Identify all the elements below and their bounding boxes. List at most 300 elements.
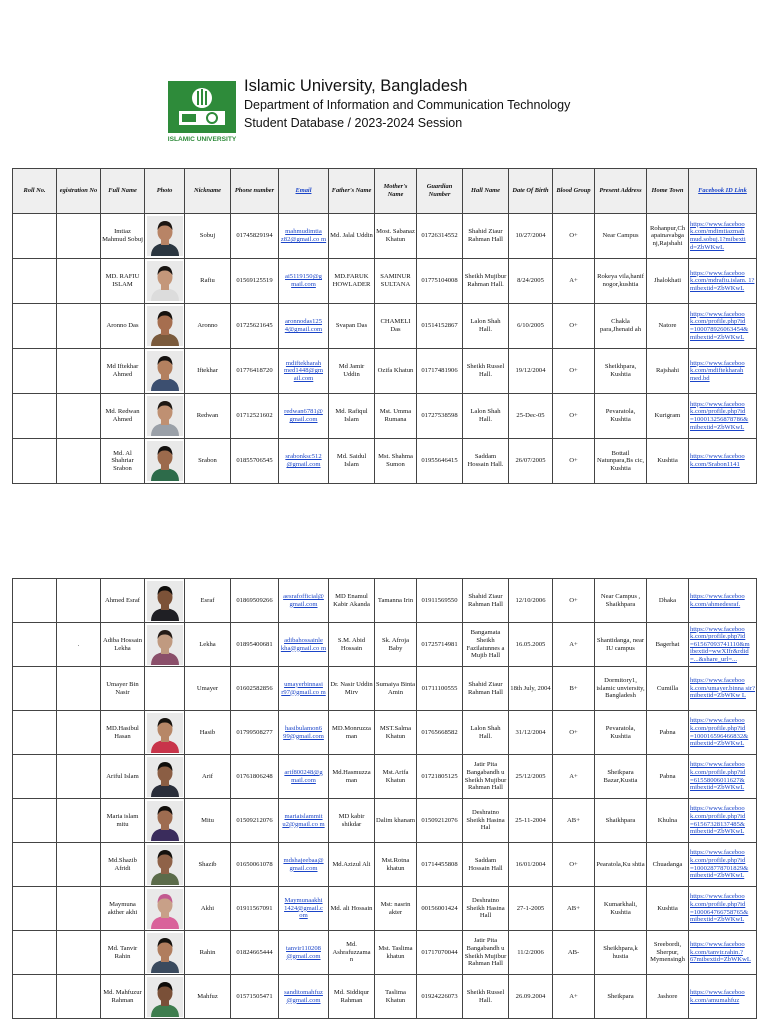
full-name-cell: Md. Redwan Ahmed xyxy=(101,394,145,439)
blood-group-cell: B+ xyxy=(553,667,595,711)
full-name-cell: Md. Al Shahriar Srabon xyxy=(101,439,145,484)
table-row xyxy=(13,931,757,975)
date-of-birth-cell: 27-1-2005 xyxy=(509,887,553,931)
photo-cell xyxy=(145,579,185,623)
facebook-link[interactable]: https://www.faceboo k.com/profile.php?id =61567328137485& mibextid=ZbWKwL xyxy=(689,799,757,843)
column-header: Mother's Name xyxy=(375,169,417,214)
registration-cell xyxy=(57,667,101,711)
email-link[interactable]: mdiftekharah med1448@gm ail.com xyxy=(279,349,329,394)
guardian-number-cell: 01924226073 xyxy=(417,975,463,1019)
full-name-cell: Md Iftekhar Ahmed xyxy=(101,349,145,394)
registration-cell xyxy=(57,349,101,394)
roll-cell xyxy=(13,304,57,349)
mother-name-cell: Mst: nasrin akter xyxy=(375,887,417,931)
home-town-cell: Rajshahi xyxy=(647,349,689,394)
photo-cell xyxy=(145,799,185,843)
home-town-cell: Natore xyxy=(647,304,689,349)
column-header: Phone number xyxy=(231,169,279,214)
blood-group-cell: O+ xyxy=(553,394,595,439)
photo-cell xyxy=(145,755,185,799)
roll-cell xyxy=(13,349,57,394)
student-photo xyxy=(147,889,183,929)
student-table-1 xyxy=(12,168,757,484)
guardian-number-cell: 01717070044 xyxy=(417,931,463,975)
blood-group-cell: O+ xyxy=(553,843,595,887)
present-address-cell: Chakla para,Jhenaid ah xyxy=(595,304,647,349)
column-header: Present Address xyxy=(595,169,647,214)
registration-cell xyxy=(57,304,101,349)
phone-cell: 01761806248 xyxy=(231,755,279,799)
home-town-cell: Bagerhat xyxy=(647,623,689,667)
roll-cell xyxy=(13,214,57,259)
student-photo xyxy=(147,396,183,436)
present-address-cell: Pevaratola, Kushtia xyxy=(595,394,647,439)
father-name-cell: Md. Jalal Uddin xyxy=(329,214,375,259)
full-name-cell: MD.Hasibul Hasan xyxy=(101,711,145,755)
home-town-cell: Cumilla xyxy=(647,667,689,711)
present-address-cell: Sheikhpara, Kushtia xyxy=(595,349,647,394)
facebook-link[interactable]: https://www.faceboo k.com/tanvir.rahin.? 67mibextid=ZbWKwL xyxy=(689,931,757,975)
registration-cell xyxy=(57,887,101,931)
roll-cell xyxy=(13,843,57,887)
father-name-cell: Md. ali Hossain xyxy=(329,887,375,931)
present-address-cell: Sheikpara xyxy=(595,975,647,1019)
department-name: Department of Information and Communication Technology xyxy=(244,98,571,112)
roll-cell xyxy=(13,579,57,623)
registration-cell xyxy=(57,931,101,975)
registration-cell xyxy=(57,214,101,259)
photo-cell xyxy=(145,843,185,887)
column-header: Blood Group xyxy=(553,169,595,214)
full-name-cell: Maymuna akther akhi xyxy=(101,887,145,931)
column-header: Home Town xyxy=(647,169,689,214)
nickname-cell: Aronno xyxy=(185,304,231,349)
hall-name-cell: Saddam Hossain Hall. xyxy=(463,439,509,484)
phone-cell: 01650061078 xyxy=(231,843,279,887)
home-town-cell: Kurigram xyxy=(647,394,689,439)
home-town-cell: Sreebordi, Sherpur, Mymensingh xyxy=(647,931,689,975)
hall-name-cell: Lalon Shah Hall. xyxy=(463,394,509,439)
roll-cell xyxy=(13,975,57,1019)
full-name-cell: Umayer Bin Nasir xyxy=(101,667,145,711)
table-row xyxy=(13,439,757,484)
email-link[interactable]: aesrafofficial@ gmail.com xyxy=(279,579,329,623)
photo-cell xyxy=(145,931,185,975)
present-address-cell: Pearatola,Ku shtia xyxy=(595,843,647,887)
phone-cell: 01911567091 xyxy=(231,887,279,931)
photo-cell xyxy=(145,711,185,755)
email-link[interactable]: Maymunaakhi 1424@gmail.c om xyxy=(279,887,329,931)
photo-cell xyxy=(145,394,185,439)
student-photo xyxy=(147,441,183,481)
full-name-cell: Md.Shazib Afridi xyxy=(101,843,145,887)
nickname-cell: Lekha xyxy=(185,623,231,667)
table-row xyxy=(13,579,757,623)
present-address-cell: Bottail Natunpara,Bs cic, Kushtia xyxy=(595,439,647,484)
table-row xyxy=(13,799,757,843)
university-logo-icon xyxy=(168,81,236,143)
blood-group-cell: O+ xyxy=(553,439,595,484)
student-photo xyxy=(147,351,183,391)
phone-cell: 01725621645 xyxy=(231,304,279,349)
mother-name-cell: Mst.Arifa Khatun xyxy=(375,755,417,799)
mother-name-cell: Mst. Umma Rumana xyxy=(375,394,417,439)
full-name-cell: Aronno Das xyxy=(101,304,145,349)
mother-name-cell: Ozifa Khatun xyxy=(375,349,417,394)
guardian-number-cell: 01717481906 xyxy=(417,349,463,394)
full-name-cell: Md. Mahfuzur Rahman xyxy=(101,975,145,1019)
blood-group-cell: AB+ xyxy=(553,887,595,931)
guardian-number-cell: 01721805125 xyxy=(417,755,463,799)
date-of-birth-cell: 12/10/2006 xyxy=(509,579,553,623)
table-row xyxy=(13,975,757,1019)
father-name-cell: Md.Azizul Ali xyxy=(329,843,375,887)
table-row xyxy=(13,349,757,394)
facebook-link[interactable]: https://www.faceboo k.com/mdiftekharah med.bd xyxy=(689,349,757,394)
present-address-cell: Near Campus , Shaikhpara xyxy=(595,579,647,623)
nickname-cell: Arif xyxy=(185,755,231,799)
table-row xyxy=(13,394,757,439)
blood-group-cell: O+ xyxy=(553,304,595,349)
hall-name-cell: Shahid Ziaur Rahman Hall xyxy=(463,214,509,259)
mother-name-cell: Mst.Rotna khatun xyxy=(375,843,417,887)
email-link[interactable]: umayerbinnasi r97@gmail.co m xyxy=(279,667,329,711)
mother-name-cell: Dalim khanam xyxy=(375,799,417,843)
hall-name-cell: Sheikh Russel Hall. xyxy=(463,349,509,394)
registration-cell: . xyxy=(57,623,101,667)
nickname-cell: Esraf xyxy=(185,579,231,623)
home-town-cell: Kushtia xyxy=(647,887,689,931)
date-of-birth-cell: 16.05.2005 xyxy=(509,623,553,667)
father-name-cell: Md. Ashrafuzzama n xyxy=(329,931,375,975)
mother-name-cell: SAMINUR SULTANA xyxy=(375,259,417,304)
hall-name-cell: Jatir Pita Bangabandh u Sheikh Mujibur Rahman Hall xyxy=(463,755,509,799)
table-row xyxy=(13,667,757,711)
table-row xyxy=(13,843,757,887)
student-photo xyxy=(147,801,183,841)
present-address-cell: Sheikpara Bazar,Kustia xyxy=(595,755,647,799)
hall-name-cell: Deshratno Sheikh Hasina Hall xyxy=(463,887,509,931)
phone-cell: 01776418720 xyxy=(231,349,279,394)
phone-cell: 01712521602 xyxy=(231,394,279,439)
guardian-number-cell: 01765668582 xyxy=(417,711,463,755)
hall-name-cell: Lalon Shah Hall. xyxy=(463,304,509,349)
mother-name-cell: Taslima Khatun xyxy=(375,975,417,1019)
home-town-cell: Pabna xyxy=(647,711,689,755)
table-row xyxy=(13,304,757,349)
present-address-cell: Near Campus xyxy=(595,214,647,259)
full-name-cell: Ariful Islam xyxy=(101,755,145,799)
phone-cell: 01745829194 xyxy=(231,214,279,259)
phone-cell: 01799508277 xyxy=(231,711,279,755)
father-name-cell: MD Enamul Kabir Akanda xyxy=(329,579,375,623)
table-row xyxy=(13,711,757,755)
email-link[interactable]: mahmudimtia z82@gmail.co m xyxy=(279,214,329,259)
blood-group-cell: O+ xyxy=(553,214,595,259)
student-photo xyxy=(147,845,183,885)
column-header: Facebook ID Link xyxy=(689,169,757,214)
hall-name-cell: Shahid Ziaur Rahman Hall xyxy=(463,667,509,711)
date-of-birth-cell: 25-11-2004 xyxy=(509,799,553,843)
hall-name-cell: Sheikh Mujibur Rahman Hall. xyxy=(463,259,509,304)
email-link[interactable]: tanvir110208 @gmail.com xyxy=(279,931,329,975)
mother-name-cell: CHAMELI Das xyxy=(375,304,417,349)
email-link[interactable]: mariaislammit u2@gmail.co m xyxy=(279,799,329,843)
facebook-link[interactable]: https://www.faceboo k.com/profile.php?id =100013256878786& mibextid=ZbWKwL xyxy=(689,394,757,439)
facebook-link[interactable]: https://www.faceboo k.com/profile.php?id =100016596466832& mibextid=ZbWKwL xyxy=(689,711,757,755)
full-name-cell: Maria islam mitu xyxy=(101,799,145,843)
date-of-birth-cell: 18th July, 2004 xyxy=(509,667,553,711)
father-name-cell: MD.FARUK HOWLADER xyxy=(329,259,375,304)
photo-cell xyxy=(145,349,185,394)
present-address-cell: Rokeya vila,hanif nogor,kushtia xyxy=(595,259,647,304)
guardian-number-cell: 01725714981 xyxy=(417,623,463,667)
email-link[interactable]: redwan6781@ gmail.com xyxy=(279,394,329,439)
column-header: Hall Name xyxy=(463,169,509,214)
roll-cell xyxy=(13,799,57,843)
guardian-number-cell: 01727538598 xyxy=(417,394,463,439)
father-name-cell: Md. Rafiqul Islam xyxy=(329,394,375,439)
facebook-link[interactable]: https://www.faceboo k.com/umayer.binna sir?mibextid=ZbWKw L xyxy=(689,667,757,711)
guardian-number-cell: 01714455808 xyxy=(417,843,463,887)
column-header: Photo xyxy=(145,169,185,214)
father-name-cell: Md Jamir Uddin xyxy=(329,349,375,394)
home-town-cell: Jhalokhati xyxy=(647,259,689,304)
facebook-link[interactable]: https://www.faceboo k.com/profile.php?id =61558006011627& mibextid=ZbWKwL xyxy=(689,755,757,799)
table-row xyxy=(13,623,757,667)
phone-cell: 01895400681 xyxy=(231,623,279,667)
facebook-link[interactable]: https://www.faceboo k.com/amumahfuz xyxy=(689,975,757,1019)
full-name-cell: MD. RAFIU ISLAM xyxy=(101,259,145,304)
father-name-cell: Md. Saidul Islam xyxy=(329,439,375,484)
photo-cell xyxy=(145,439,185,484)
column-header: Father's Name xyxy=(329,169,375,214)
blood-group-cell: A+ xyxy=(553,975,595,1019)
registration-cell xyxy=(57,843,101,887)
phone-cell: 01571505471 xyxy=(231,975,279,1019)
date-of-birth-cell: 10/27/2004 xyxy=(509,214,553,259)
roll-cell xyxy=(13,711,57,755)
full-name-cell: Ahmed Esraf xyxy=(101,579,145,623)
student-photo xyxy=(147,977,183,1017)
student-photo xyxy=(147,581,183,621)
guardian-number-cell: 01514152867 xyxy=(417,304,463,349)
home-town-cell: Pabna xyxy=(647,755,689,799)
guardian-number-cell: 01911569550 xyxy=(417,579,463,623)
table-row xyxy=(13,755,757,799)
present-address-cell: Sheikhpara,k hustia xyxy=(595,931,647,975)
date-of-birth-cell: 26/07/2005 xyxy=(509,439,553,484)
guardian-number-cell: 01955646415 xyxy=(417,439,463,484)
father-name-cell: MD kabir shikdar xyxy=(329,799,375,843)
blood-group-cell: O+ xyxy=(553,349,595,394)
hall-name-cell: Shahid Ziaur Rahman Hall xyxy=(463,579,509,623)
guardian-number-cell: 00156001424 xyxy=(417,887,463,931)
nickname-cell: Shazib xyxy=(185,843,231,887)
full-name-cell: Md. Tanvir Rahin xyxy=(101,931,145,975)
email-link[interactable]: adibahossainle kha@gmail.co m xyxy=(279,623,329,667)
registration-cell xyxy=(57,579,101,623)
column-header: Roll No. xyxy=(13,169,57,214)
registration-cell xyxy=(57,975,101,1019)
date-of-birth-cell: 6/10/2005 xyxy=(509,304,553,349)
table-row xyxy=(13,214,757,259)
roll-cell xyxy=(13,667,57,711)
date-of-birth-cell: 8/24/2005 xyxy=(509,259,553,304)
blood-group-cell: AB- xyxy=(553,931,595,975)
nickname-cell: Srabon xyxy=(185,439,231,484)
registration-cell xyxy=(57,394,101,439)
mother-name-cell: Sk. Afroja Baby xyxy=(375,623,417,667)
university-title: Islamic University, Bangladesh xyxy=(244,77,468,95)
home-town-cell: Rohanpur,Ch apainavabga nj,Rajshahi xyxy=(647,214,689,259)
student-photo xyxy=(147,216,183,256)
blood-group-cell: O+ xyxy=(553,711,595,755)
column-header: Full Name xyxy=(101,169,145,214)
father-name-cell: Dr. Nasir Uddin Mirv xyxy=(329,667,375,711)
phone-cell: 01869509266 xyxy=(231,579,279,623)
present-address-cell: Pevaratola, Kushtia xyxy=(595,711,647,755)
nickname-cell: Redwan xyxy=(185,394,231,439)
email-link[interactable]: sanditomahfuz @gmail.com xyxy=(279,975,329,1019)
full-name-cell: Adiba Hossain Lekha xyxy=(101,623,145,667)
guardian-number-cell: 01509212076 xyxy=(417,799,463,843)
father-name-cell: Md. Siddiqur Rahman xyxy=(329,975,375,1019)
mother-name-cell: Mst. Shahma Sumon xyxy=(375,439,417,484)
facebook-link[interactable]: https://www.faceboo k.com/profile.php?id =61567093741110&m ibextid=wwXIfr&rdid =...&share_url=... xyxy=(689,623,757,667)
student-photo xyxy=(147,757,183,797)
present-address-cell: Dormitory1, islamic unviersity, Bangladesh xyxy=(595,667,647,711)
email-link[interactable]: aronnodas125 4@gmail.com xyxy=(279,304,329,349)
nickname-cell: Hasib xyxy=(185,711,231,755)
date-of-birth-cell: 16/01/2004 xyxy=(509,843,553,887)
home-town-cell: Jashore xyxy=(647,975,689,1019)
guardian-number-cell: 01726314552 xyxy=(417,214,463,259)
column-header: Email xyxy=(279,169,329,214)
column-header: Date Of Birth xyxy=(509,169,553,214)
student-photo xyxy=(147,933,183,973)
facebook-link[interactable]: https://www.faceboo k.com/profile.php?id =100064766758765& mibextid=ZbWKwL xyxy=(689,887,757,931)
father-name-cell: MD.Monruzza man xyxy=(329,711,375,755)
photo-cell xyxy=(145,667,185,711)
email-link[interactable]: mdshajeebaa@ gmail.com xyxy=(279,843,329,887)
logo-caption: ISLAMIC UNIVERSITY xyxy=(168,136,236,143)
hall-name-cell: Sheikh Russel Hall. xyxy=(463,975,509,1019)
guardian-number-cell: 01711100555 xyxy=(417,667,463,711)
roll-cell xyxy=(13,394,57,439)
table-row xyxy=(13,887,757,931)
email-link[interactable]: ai5119150@g mail.com xyxy=(279,259,329,304)
photo-cell xyxy=(145,887,185,931)
photo-cell xyxy=(145,259,185,304)
guardian-number-cell: 01775104008 xyxy=(417,259,463,304)
blood-group-cell: AB+ xyxy=(553,799,595,843)
student-photo xyxy=(147,625,183,665)
roll-cell xyxy=(13,259,57,304)
blood-group-cell: O+ xyxy=(553,579,595,623)
mother-name-cell: MST.Salma Khatun xyxy=(375,711,417,755)
roll-cell xyxy=(13,623,57,667)
column-header: Guardian Number xyxy=(417,169,463,214)
student-table-2 xyxy=(12,578,757,1019)
blood-group-cell: A+ xyxy=(553,755,595,799)
nickname-cell: Rafiu xyxy=(185,259,231,304)
roll-cell xyxy=(13,931,57,975)
present-address-cell: Kumarkhali, Kushtia xyxy=(595,887,647,931)
nickname-cell: Iftekhar xyxy=(185,349,231,394)
registration-cell xyxy=(57,259,101,304)
phone-cell: 01569125519 xyxy=(231,259,279,304)
hall-name-cell: Saddam Hossain Hall xyxy=(463,843,509,887)
email-link[interactable]: hasibulamon6 99@gmail.com xyxy=(279,711,329,755)
phone-cell: 01824665444 xyxy=(231,931,279,975)
date-of-birth-cell: 25-Dec-05 xyxy=(509,394,553,439)
full-name-cell: Imtiaz Mahmud Sobuj xyxy=(101,214,145,259)
nickname-cell: Mahfuz xyxy=(185,975,231,1019)
mother-name-cell: Tamanna Irin xyxy=(375,579,417,623)
roll-cell xyxy=(13,439,57,484)
nickname-cell: Mitu xyxy=(185,799,231,843)
registration-cell xyxy=(57,711,101,755)
present-address-cell: Shantidanga, near IU campus xyxy=(595,623,647,667)
student-photo xyxy=(147,261,183,301)
phone-cell: 01602582856 xyxy=(231,667,279,711)
facebook-link[interactable]: https://www.faceboo k.com/Srabon1141 xyxy=(689,439,757,484)
facebook-link[interactable]: https://www.faceboo k.com/profile.php?id =100078926063454& mibextid=ZbWKwL xyxy=(689,304,757,349)
student-photo xyxy=(147,306,183,346)
document-header xyxy=(168,76,588,148)
column-header: egistration No xyxy=(57,169,101,214)
date-of-birth-cell: 11/2/2006 xyxy=(509,931,553,975)
present-address-cell: Shaikhpara xyxy=(595,799,647,843)
home-town-cell: Khulna xyxy=(647,799,689,843)
registration-cell xyxy=(57,439,101,484)
father-name-cell: Md.Hasmuzza man xyxy=(329,755,375,799)
facebook-link[interactable]: https://www.faceboo k.com/mdimtiazmah mud.sobuj.1?mibexti d=ZbWKwL xyxy=(689,214,757,259)
mother-name-cell: Mst. Taslima khatun xyxy=(375,931,417,975)
registration-cell xyxy=(57,755,101,799)
hall-name-cell: Deshratno Sheikh Hasina Hal xyxy=(463,799,509,843)
photo-cell xyxy=(145,214,185,259)
mother-name-cell: Most. Sabanaz Khatun xyxy=(375,214,417,259)
facebook-link[interactable]: https://www.faceboo k.com/profile.php?id =100028778701829& mibextid=ZbWKwL xyxy=(689,843,757,887)
father-name-cell: Svapan Das xyxy=(329,304,375,349)
home-town-cell: Kushtia xyxy=(647,439,689,484)
phone-cell: 01509212076 xyxy=(231,799,279,843)
student-photo xyxy=(147,713,183,753)
hall-name-cell: Bangamata Sheikh Fazilatunnes a Mujib Hall xyxy=(463,623,509,667)
table-row xyxy=(13,259,757,304)
roll-cell xyxy=(13,887,57,931)
date-of-birth-cell: 26.09.2004 xyxy=(509,975,553,1019)
hall-name-cell: Lalon Shah Hall. xyxy=(463,711,509,755)
nickname-cell: Sobuj xyxy=(185,214,231,259)
nickname-cell: Rahin xyxy=(185,931,231,975)
roll-cell xyxy=(13,755,57,799)
hall-name-cell: Jatir Pita Bangabandh u Sheikh Mujibur Rahman Hall xyxy=(463,931,509,975)
date-of-birth-cell: 25/12/2005 xyxy=(509,755,553,799)
date-of-birth-cell: 19/12/2004 xyxy=(509,349,553,394)
facebook-link[interactable]: https://www.faceboo k.com/mdrafiu.islam. 1?mibextid=ZbWKwL xyxy=(689,259,757,304)
registration-cell xyxy=(57,799,101,843)
email-link[interactable]: arif800248@g mail.com xyxy=(279,755,329,799)
database-subtitle: Student Database / 2023-2024 Session xyxy=(244,116,463,130)
facebook-link[interactable]: https://www.faceboo k.com/ahmedesraf. xyxy=(689,579,757,623)
photo-cell xyxy=(145,623,185,667)
column-header: Nickname xyxy=(185,169,231,214)
nickname-cell: Akhi xyxy=(185,887,231,931)
email-link[interactable]: srabonksc512 @gmail.com xyxy=(279,439,329,484)
